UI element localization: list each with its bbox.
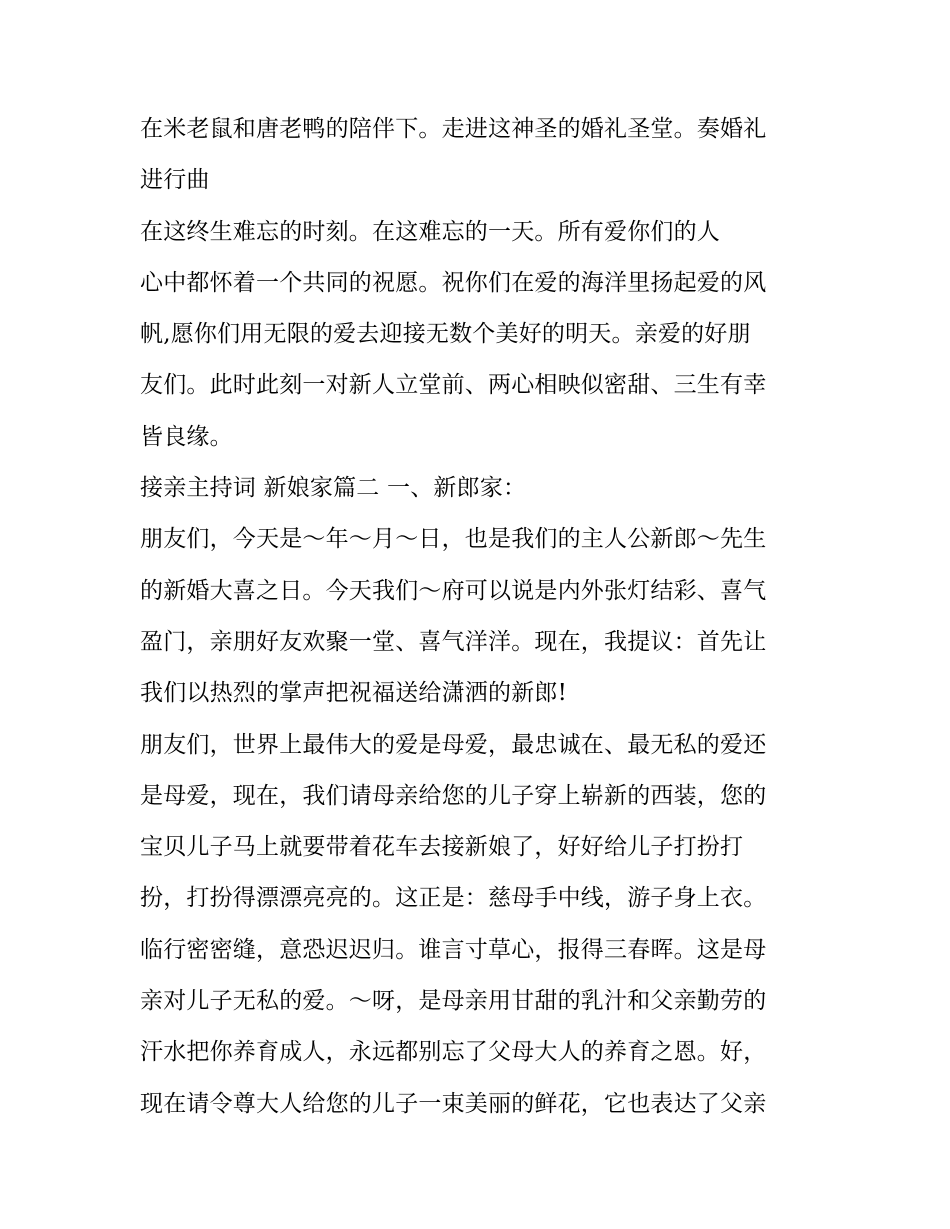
- text-line-5: 帆,愿你们用无限的爱去迎接无数个美好的明天。亲爱的好朋: [140, 321, 751, 348]
- text-line-2: 进行曲: [140, 167, 210, 194]
- section-heading-line: 接亲主持词 新娘家篇二 一、新郎家：: [140, 475, 527, 502]
- text-line-14: 是母爱，现在，我们请母亲给您的儿子穿上崭新的西装，您的: [140, 782, 767, 809]
- body-text: [140, 104, 830, 1130]
- text-line-10: 的新婚大喜之日。今天我们～府可以说是内外张灯结彩、喜气: [140, 577, 767, 604]
- text-line-11: 盈门，亲朋好友欢聚一堂、喜气洋洋。现在，我提议：首先让: [140, 628, 767, 655]
- text-line-1: 在米老鼠和唐老鸭的陪伴下。走进这神圣的婚礼圣堂。奏婚礼: [140, 116, 767, 142]
- text-line-17: 临行密密缝，意恐迟迟归。谁言寸草心，报得三春晖。这是母: [140, 936, 767, 963]
- text-line-7: 皆良缘。: [140, 423, 233, 450]
- text-line-4: 心中都怀着一个共同的祝愿。祝你们在爱的海洋里扬起爱的风: [140, 269, 767, 296]
- text-line-12: 我们以热烈的掌声把祝福送给潇洒的新郎!: [140, 680, 568, 707]
- text-line-13: 朋友们，世界上最伟大的爱是母爱，最忠诚在、最无私的爱还: [140, 731, 767, 758]
- text-line-16: 扮，打扮得漂漂亮亮的。这正是：慈母手中线，游子身上衣。: [140, 885, 767, 912]
- text-line-3: 在这终生难忘的时刻。在这难忘的一天。所有爱你们的人: [140, 218, 720, 245]
- text-line-20: 现在请令尊大人给您的儿子一束美丽的鲜花，它也表达了父亲: [140, 1090, 767, 1117]
- text-line-6: 友们。此时此刻一对新人立堂前、两心相映似密甜、三生有幸: [140, 372, 767, 399]
- text-line-15: 宝贝儿子马上就要带着花车去接新娘了，好好给儿子打扮打: [140, 834, 744, 861]
- text-line-19: 汗水把你养育成人，永远都别忘了父母大人的养育之恩。好，: [140, 1039, 767, 1066]
- text-line-9: 朋友们，今天是～年～月～日，也是我们的主人公新郎～先生: [140, 526, 767, 553]
- text-line-18: 亲对儿子无私的爱。～呀，是母亲用甘甜的乳汁和父亲勤劳的: [140, 988, 767, 1015]
